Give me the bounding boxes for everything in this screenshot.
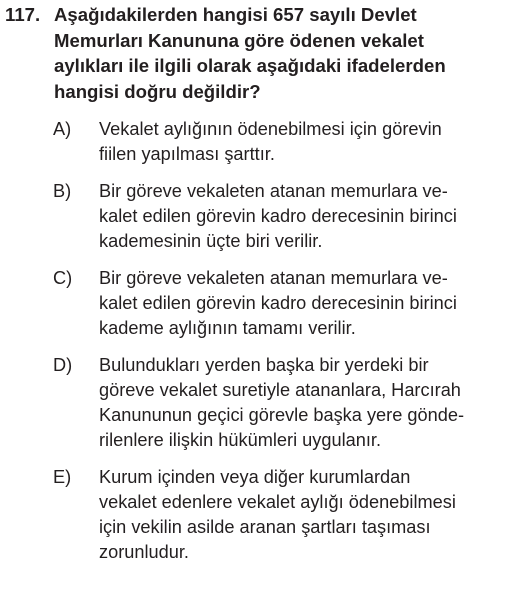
option-letter: C): [53, 268, 73, 288]
question-stem-line: Memurları Kanununa göre ödenen vekalet: [54, 29, 424, 51]
question-stem-line: hangisi doğru değildir?: [54, 80, 261, 102]
option-e[interactable]: [53, 465, 511, 565]
option-letter: E): [53, 467, 72, 487]
option-a[interactable]: [53, 117, 511, 167]
option-c[interactable]: [53, 266, 511, 341]
option-text: [99, 465, 511, 565]
question-stem-line: Aşağıdakilerden hangisi 657 sayılı Devlet: [54, 4, 417, 25]
option-text-line: için vekilin asilde aranan şartları taşıması: [99, 517, 431, 537]
option-text: [99, 353, 511, 453]
option-text: [99, 266, 511, 341]
option-text-line: göreve vekalet suretiyle atananlara, Harcırah: [99, 380, 461, 400]
option-d[interactable]: [53, 353, 511, 453]
option-text-line: Bir göreve vekaleten atanan memurlara ve-: [99, 268, 448, 288]
option-b[interactable]: [53, 179, 511, 254]
option-text-line: Kanununun geçici görevle başka yere gönde-: [99, 405, 465, 425]
question-block: [5, 2, 511, 577]
option-letter: D): [53, 355, 73, 375]
answer-options: [5, 117, 511, 565]
option-text: [99, 179, 511, 254]
option-text-line: kalet edilen görevin kadro derecesinin birinci: [99, 206, 457, 226]
option-text-line: Bir göreve vekaleten atanan memurlara ve-: [99, 181, 448, 201]
option-letter: B): [53, 181, 72, 201]
option-text-line: kademe aylığının tamamı verilir.: [99, 318, 356, 338]
question-stem-line: aylıkları ile ilgili olarak aşağıdaki ifadelerden: [54, 55, 446, 76]
option-text-line: zorunludur.: [99, 542, 189, 562]
question-number: 117.: [5, 4, 41, 25]
question-header: [5, 2, 511, 104]
option-text-line: rilenlere ilişkin hükümleri uygulanır.: [99, 430, 382, 450]
option-text: [99, 117, 511, 167]
option-text-line: Vekalet aylığının ödenebilmesi için görevin: [99, 119, 442, 139]
option-text-line: vekalet edenlere vekalet aylığı ödenebilmesi: [99, 492, 456, 512]
option-text-line: Kurum içinden veya diğer kurumlardan: [99, 467, 411, 487]
option-text-line: Bulundukları yerden başka bir yerdeki bir: [99, 355, 429, 375]
option-text-line: kademesinin üçte biri verilir.: [99, 231, 323, 251]
option-text-line: fiilen yapılması şarttır.: [99, 144, 275, 164]
option-text-line: kalet edilen görevin kadro derecesinin birinci: [99, 293, 457, 313]
option-letter: A): [53, 119, 72, 139]
question-stem: [54, 2, 511, 104]
